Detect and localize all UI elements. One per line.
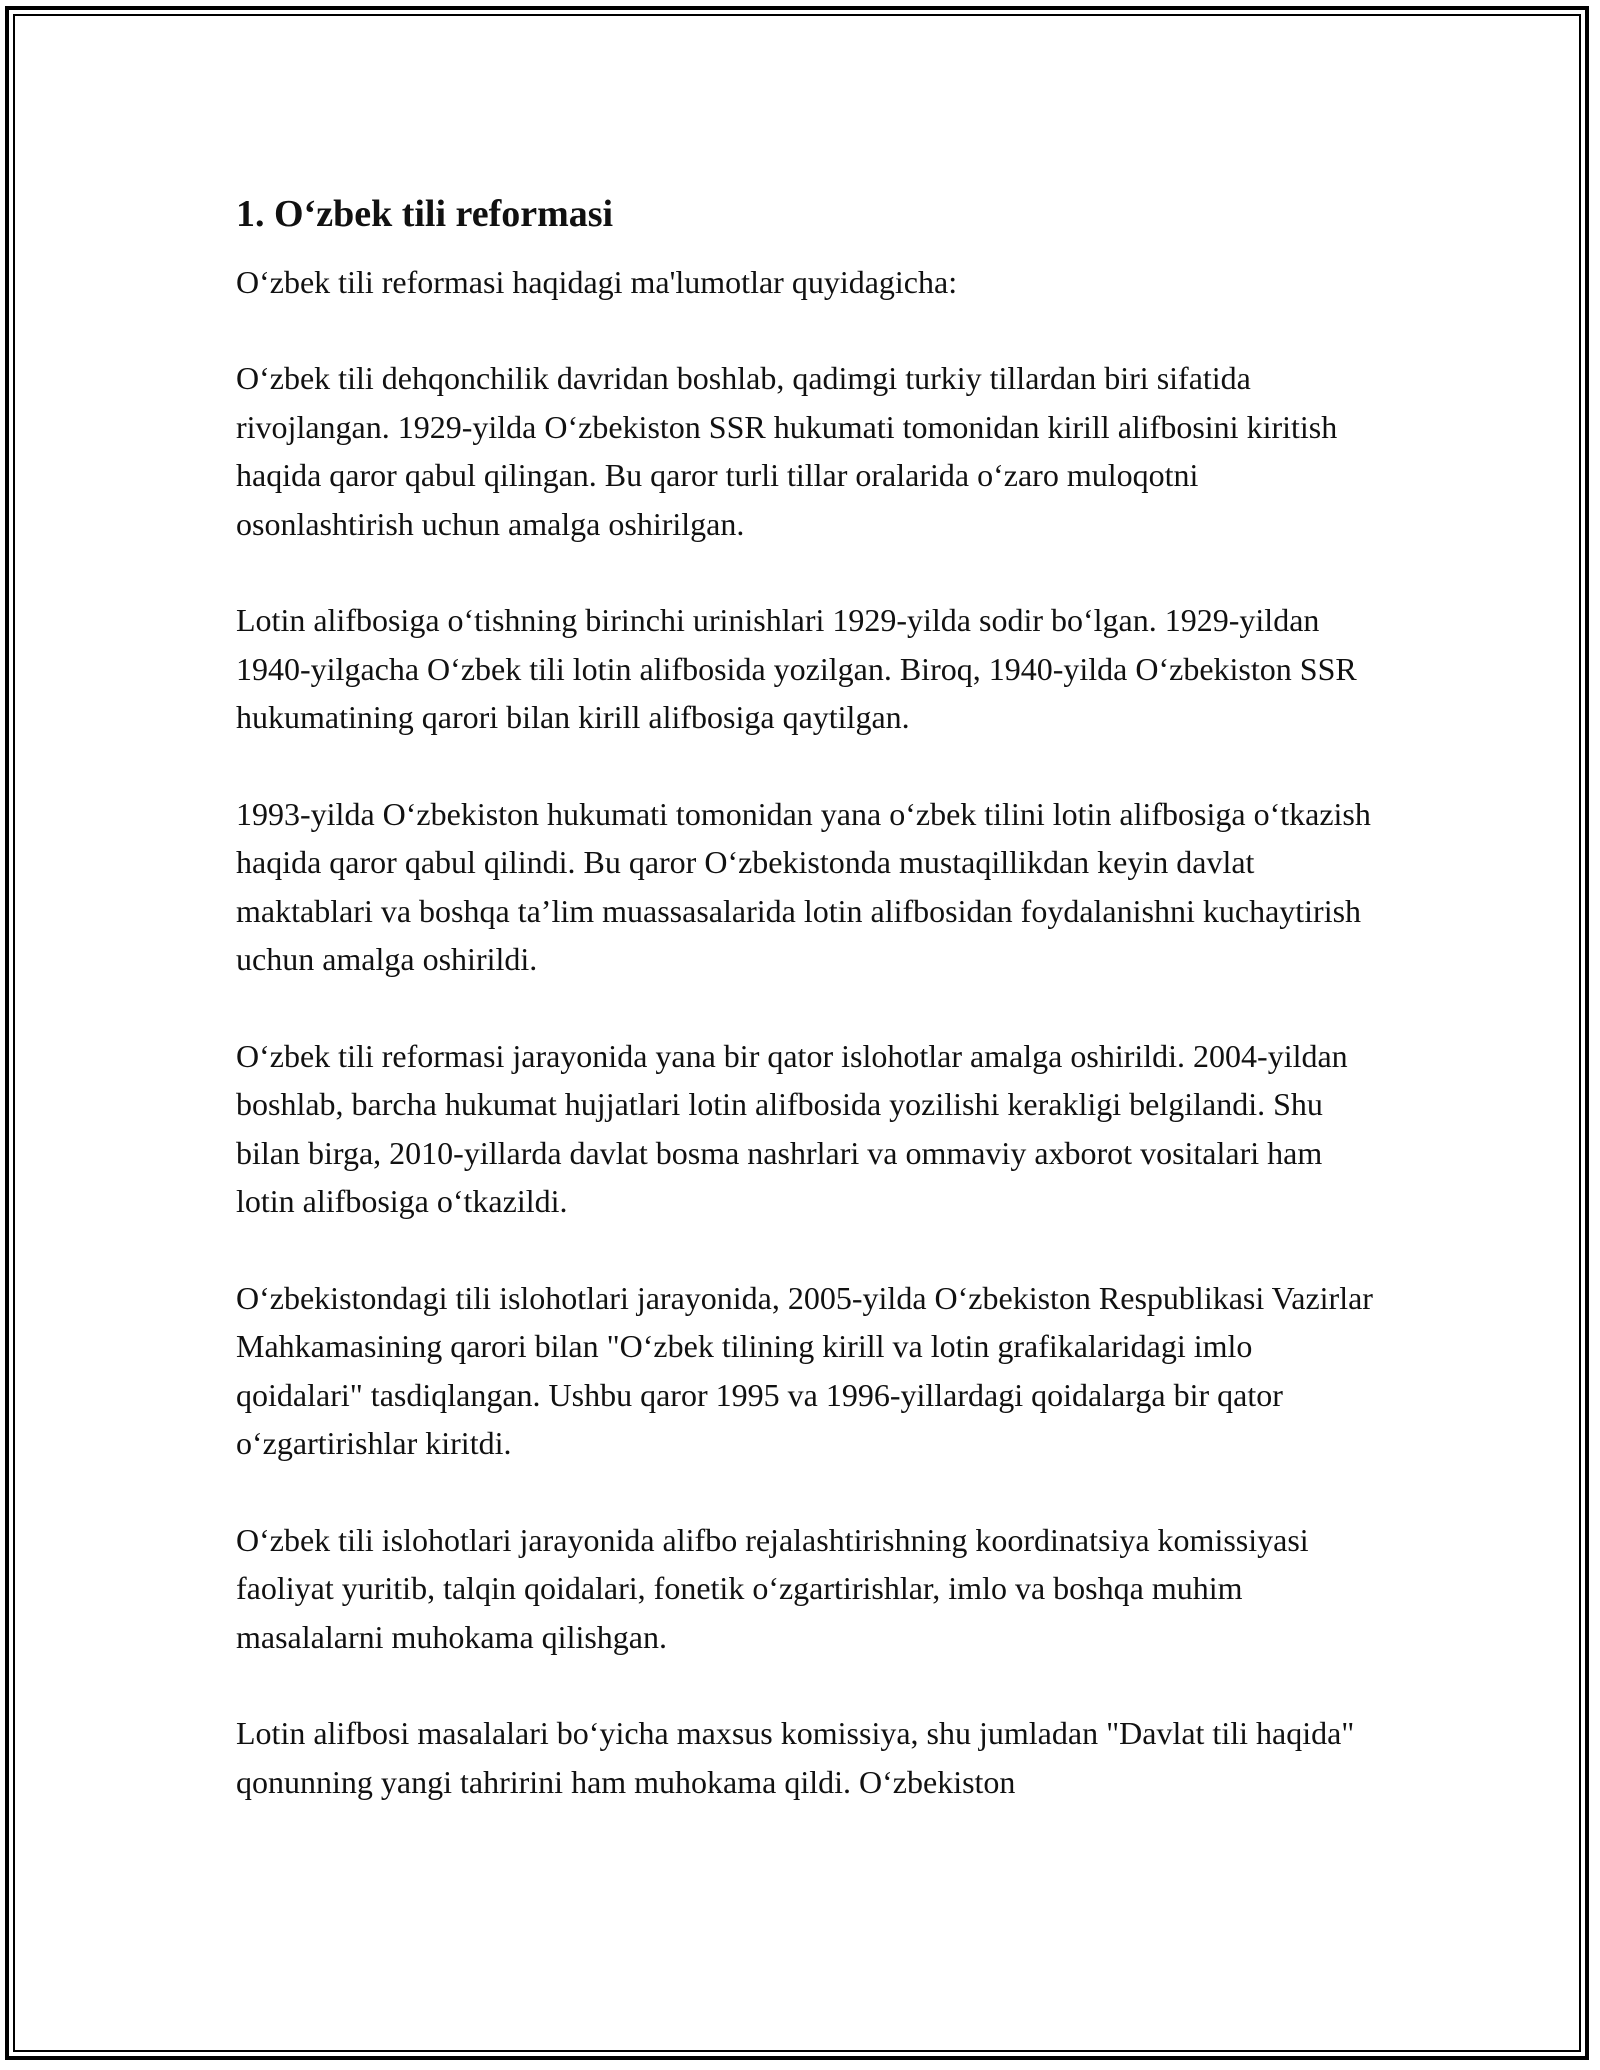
paragraph-1: O‘zbek tili dehqonchilik davridan boshlab, qadimgi turkiy tillardan biri sifatida rivojlangan. 1929-yilda O‘zbekiston SSR hukumati tomonidan kirill alifbosini kiritish haqida qaror qabul qilingan. Bu qaror turli tillar oralarida o‘zaro muloqotni osonlashtirish uchun amalga oshirilgan.: [236, 360, 1338, 542]
paragraph-3: 1993-yilda O‘zbekiston hukumati tomonidan yana o‘zbek tilini lotin alifbosiga o‘tkazish haqida qaror qabul qilindi. Bu qaror O‘zbekistonda mustaqillikdan keyin davlat maktablari va boshqa ta’lim muassasalarida lotin alifbosidan foydalanishni kuchaytirish uchun amalga oshirildi.: [236, 795, 1371, 977]
paragraph-2: Lotin alifbosiga o‘tishning birinchi urinishlari 1929-yilda sodir bo‘lgan. 1929-yildan 1940-yilgacha O‘zbek tili lotin alifbosida yozilgan. Biroq, 1940-yilda O‘zbekiston SSR hukumatining qarori bilan kirill alifbosiga qaytilgan.: [236, 602, 1357, 735]
paragraph-5: O‘zbekistondagi tili islohotlari jarayonida, 2005-yilda O‘zbekiston Respublikasi Vazirlar Mahkamasining qarori bilan "O‘zbek tilining kirill va lotin grafikalaridagi imlo qoidalari" tasdiqlangan. Ushbu qaror 1995 va 1996-yillardagi qoidalarga bir qator o‘zgartirishlar kiritdi.: [236, 1279, 1373, 1461]
section-heading: 1. O‘zbek tili reformasi: [236, 193, 614, 235]
intro-paragraph: O‘zbek tili reformasi haqidagi ma'lumotlar quyidagicha:: [236, 264, 958, 300]
paragraph-7: Lotin alifbosi masalalari bo‘yicha maxsus komissiya, shu jumladan "Davlat tili haqida" qonunning yangi tahririni ham muhokama qildi. O‘zbekiston: [236, 1715, 1355, 1800]
document-body: [236, 190, 1376, 1854]
paragraph-4: O‘zbek tili reformasi jarayonida yana bir qator islohotlar amalga oshirildi. 2004-yildan boshlab, barcha hukumat hujjatlari lotin alifbosida yozilishi kerakligi belgilandi. Shu bilan birga, 2010-yillarda davlat bosma nashrlari va ommaviy axborot vositalari ham lotin alifbosiga o‘tkazildi.: [236, 1037, 1348, 1219]
paragraph-6: O‘zbek tili islohotlari jarayonida alifbo rejalashtirishning koordinatsiya komissiyasi faoliyat yuritib, talqin qoidalari, fonetik o‘zgartirishlar, imlo va boshqa muhim masalalarni muhokama qilishgan.: [236, 1521, 1309, 1655]
